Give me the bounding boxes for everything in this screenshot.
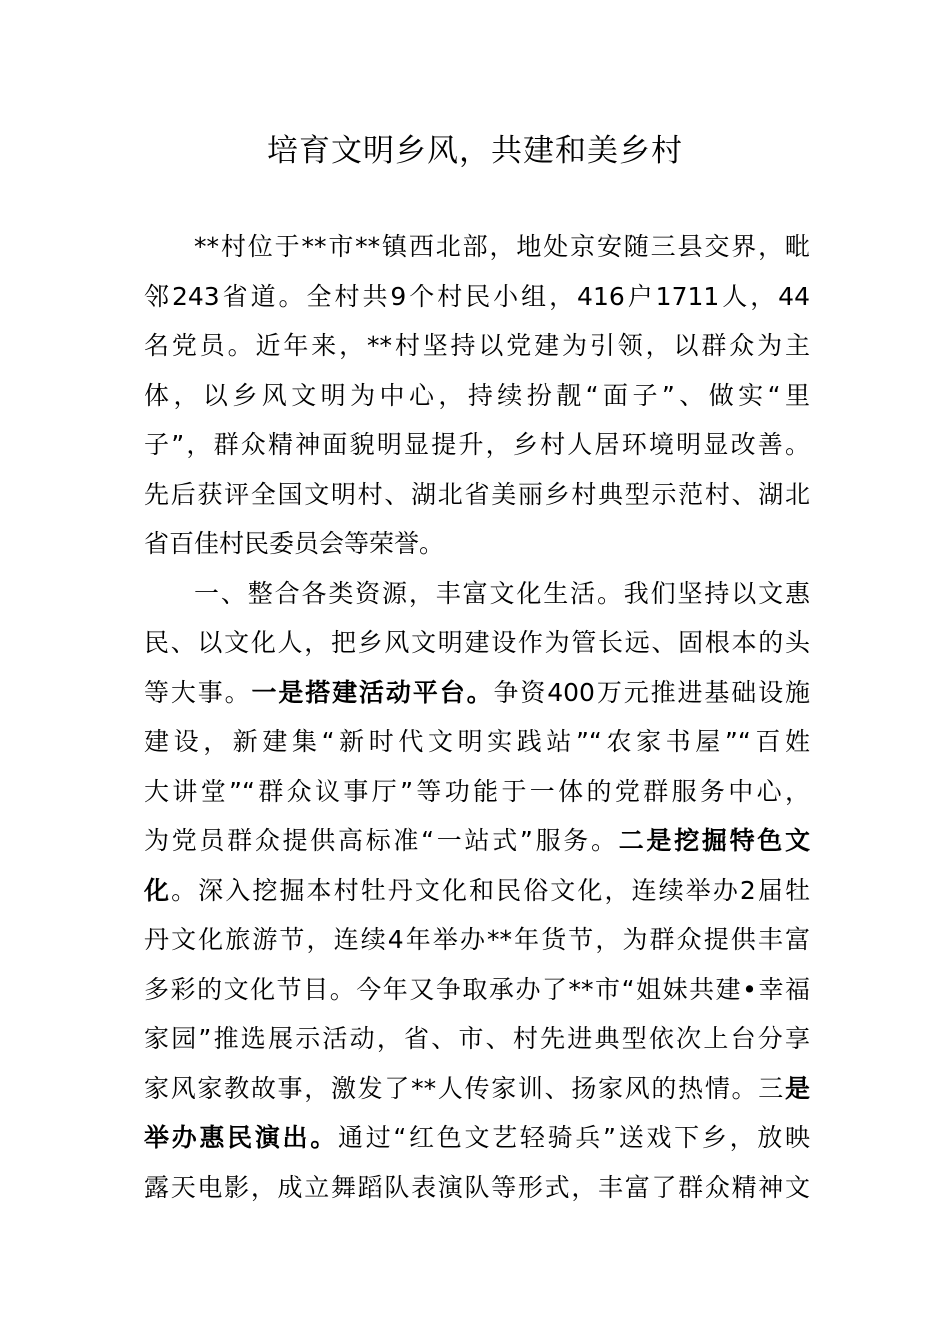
bold-subheading: 二是挖掘特色文 xyxy=(618,826,810,855)
text-run: 为党员群众提供高标准“一站式”服务。 xyxy=(144,826,619,855)
paragraph-line: 露天电影，成立舞蹈队表演队等形式，丰富了群众精神文 xyxy=(144,1172,810,1202)
paragraph-line: 丹文化旅游节，连续4年举办**年货节，为群众提供丰富 xyxy=(144,925,810,954)
paragraph-line: 多彩的文化节目。今年又争取承办了**市“姐妹共建•幸福 xyxy=(144,974,810,1004)
document-body xyxy=(144,222,810,1212)
bold-subheading: 是 xyxy=(784,1073,810,1103)
bold-subheading: 一是搭建活动平台。 xyxy=(251,677,494,707)
text-run: 。深入挖掘本村牡丹文化和民俗文化，连续举办2届牡 xyxy=(171,875,810,905)
paragraph-line xyxy=(144,1113,810,1163)
paragraph-line: 名党员。近年来，**村坚持以党建为引领，以群众为主 xyxy=(144,331,810,360)
paragraph-line: **村位于**市**镇西北部，地处京安随三县交界，毗 xyxy=(194,232,810,261)
paragraph-line xyxy=(144,668,810,718)
paragraph-line: 体，以乡风文明为中心，持续扮靓“面子”、做实“里 xyxy=(144,380,810,410)
paragraph-line: 建设，新建集“新时代文明实践站”“农家书屋”“百姓 xyxy=(144,727,810,756)
document-title: 培育文明乡风，共建和美乡村 xyxy=(267,133,683,169)
paragraph-line: 家园”推选展示活动，省、市、村先进典型依次上台分享 xyxy=(144,1024,810,1053)
paragraph-line xyxy=(144,1064,810,1114)
text-run: 等大事。 xyxy=(144,677,252,707)
text-run: 家风家教故事，激发了**人传家训、扬家风的热情。三 xyxy=(144,1073,785,1103)
paragraph-line: 邻243省道。全村共9个村民小组，416户1711人，44 xyxy=(144,281,810,311)
section-heading-line: 一、整合各类资源，丰富文化生活。我们坚持以文惠 xyxy=(194,578,810,608)
paragraph-line xyxy=(144,816,810,866)
bold-subheading: 化 xyxy=(144,875,172,905)
text-run: 通过“红色文艺轻骑兵”送戏下乡，放映 xyxy=(337,1123,810,1152)
bold-subheading: 举办惠民演出。 xyxy=(144,1123,338,1152)
paragraph-line xyxy=(144,866,810,916)
text-run: 争资400万元推进基础设施 xyxy=(493,677,810,707)
paragraph-line: 先后获评全国文明村、湖北省美丽乡村典型示范村、湖北 xyxy=(144,479,810,509)
paragraph-line: 省百佳村民委员会等荣誉。 xyxy=(144,529,445,558)
paragraph-line: 大讲堂”“群众议事厅”等功能于一体的党群服务中心， xyxy=(144,776,810,806)
paragraph-line: 民、以文化人，把乡风文明建设作为管长远、固根本的头 xyxy=(144,628,810,657)
paragraph-line: 子”，群众精神面貌明显提升，乡村人居环境明显改善。 xyxy=(144,430,810,459)
